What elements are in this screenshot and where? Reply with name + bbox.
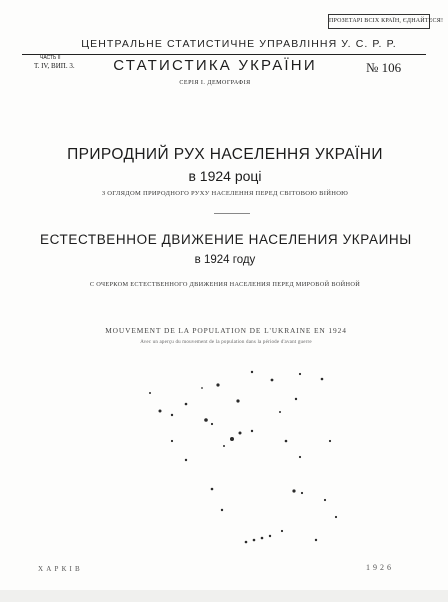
french-title: MOUVEMENT DE LA POPULATION DE L'UKRAINE EN 1924	[105, 326, 347, 335]
slogan-stamp: ПРОЗЕТАРІ ВСІХ КРАЇН, ЄДНАЙТЕСЯ!	[328, 14, 430, 29]
volume-small-label: ЧАСТЬ II	[40, 55, 61, 61]
footer-city: ХАРКІВ	[38, 565, 83, 573]
russian-year: в 1924 году	[194, 254, 256, 266]
russian-title: ЕСТЕСТВЕННОЕ ДВИЖЕНИЕ НАСЕЛЕНИЯ УКРАИНЫ	[40, 232, 412, 247]
russian-subtitle: С ОЧЕРКОМ ЕСТЕСТВЕННОГО ДВИЖЕНИЯ НАСЕЛЕНИЯ ПЕРЕД МИРОВОЙ ВОЙНОЙ	[89, 281, 361, 288]
series-title: СТАТИСТИКА УКРАЇНИ	[113, 57, 317, 74]
ukrainian-year: в 1924 році	[188, 168, 262, 184]
series-subtitle: СЕРІЯ І. ДЕМОГРАФІЯ	[179, 80, 251, 86]
ukrainian-title: ПРИРОДНИЙ РУХ НАСЕЛЕННЯ УКРАЇНИ	[67, 146, 383, 163]
volume-label: Т. IV, ВИП. 3.	[34, 62, 75, 70]
scan-bottom-edge	[0, 590, 448, 602]
footer-year: 1926	[366, 563, 394, 572]
french-subtitle: Avec un aperçu du mouvement de la population dans la période d'avant guerre	[140, 340, 312, 345]
ukrainian-subtitle: З ОГЛЯДОМ ПРИРОДНОГО РУХУ НАСЕЛЕННЯ ПЕРЕД СВІТОВОЮ ВІЙНОЮ	[101, 190, 349, 197]
organization-header: ЦЕНТРАЛЬНЕ СТАТИСТИЧНЕ УПРАВЛІННЯ У. С. Р. Р.	[81, 38, 397, 50]
series-number: № 106	[366, 60, 402, 75]
